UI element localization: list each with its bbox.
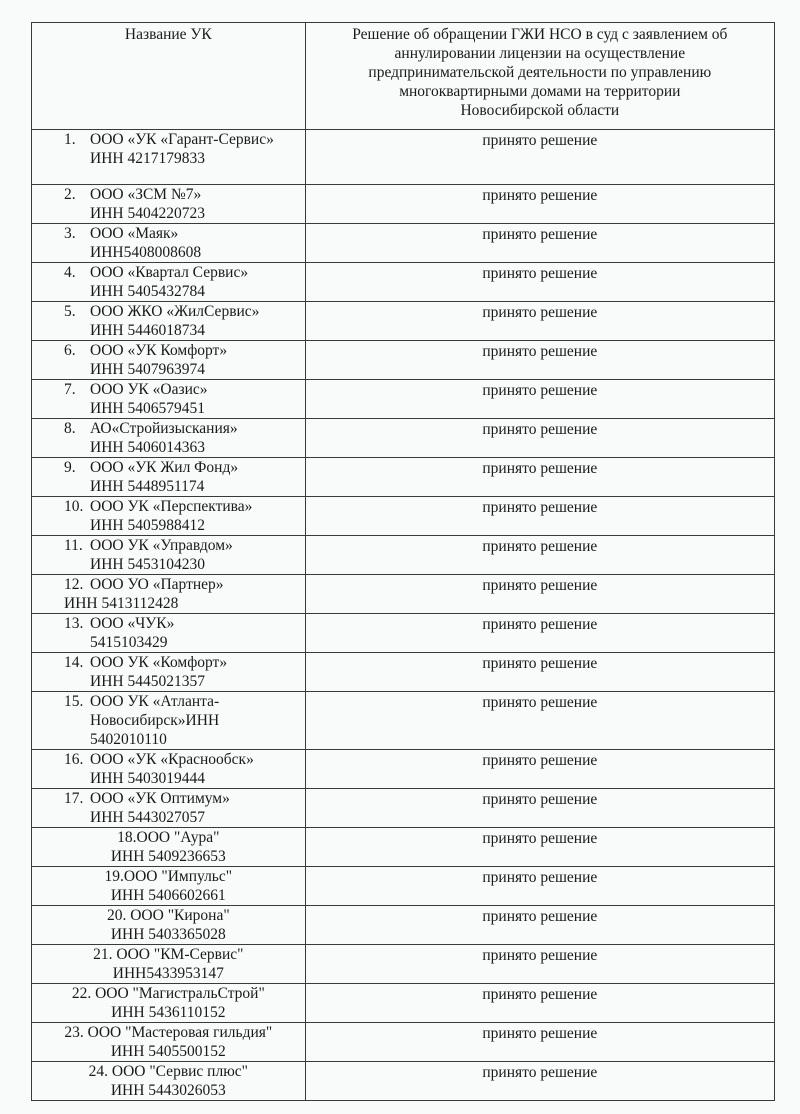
table-row — [32, 419, 775, 458]
table-header-row — [32, 23, 775, 130]
company-name: ООО «УК «Краснообск» — [90, 751, 254, 768]
decision-status: принято решение — [305, 789, 774, 828]
table-row — [32, 458, 775, 497]
table-row — [32, 380, 775, 419]
company-text — [64, 575, 305, 613]
company-inn: ИНН 5405500152 — [110, 1043, 226, 1060]
row-number: 3. — [64, 225, 76, 242]
row-number: 14. — [64, 654, 84, 671]
company-cell — [32, 984, 306, 1023]
row-number: 13. — [64, 615, 84, 632]
company-inn: ИНН5408008608 — [90, 244, 202, 261]
row-number: 10. — [64, 498, 84, 515]
decision-status: принято решение — [305, 224, 774, 263]
company-text — [90, 341, 305, 379]
table-row — [32, 302, 775, 341]
decision-status: принято решение — [305, 750, 774, 789]
company-text — [90, 653, 305, 691]
company-cell — [32, 185, 306, 224]
company-name: 23. ООО "Мастеровая гильдия" — [64, 1024, 273, 1041]
company-text — [90, 224, 305, 262]
company-inn: ИНН5433953147 — [112, 965, 224, 982]
company-entry — [32, 419, 305, 457]
company-entry — [32, 458, 305, 496]
company-name: ООО «Квартал Сервис» — [90, 264, 249, 281]
row-number: 6. — [64, 342, 76, 359]
company-text — [90, 692, 305, 749]
company-entry — [32, 750, 305, 788]
table-row — [32, 536, 775, 575]
company-text — [90, 302, 305, 340]
table-row — [32, 130, 775, 185]
table-row — [32, 653, 775, 692]
header-company-name: Название УК — [32, 23, 306, 130]
company-entry — [32, 575, 305, 613]
decision-status: принято решение — [305, 1023, 774, 1062]
decision-status: принято решение — [305, 302, 774, 341]
company-entry — [32, 692, 305, 749]
company-name: ООО УК «Перспектива» — [90, 498, 253, 515]
table-row — [32, 1023, 775, 1062]
company-cell — [32, 263, 306, 302]
decision-status: принято решение — [305, 1062, 774, 1101]
company-entry — [32, 614, 305, 652]
decision-status: принято решение — [305, 419, 774, 458]
row-number: 8. — [64, 420, 76, 437]
company-entry — [32, 497, 305, 535]
table-row — [32, 341, 775, 380]
company-cell — [32, 750, 306, 789]
decision-status: принято решение — [305, 945, 774, 984]
company-inn: 5415103429 — [90, 634, 168, 651]
decision-status: принято решение — [305, 185, 774, 224]
company-entry — [32, 536, 305, 574]
company-text — [90, 536, 305, 574]
row-number: 2. — [64, 186, 76, 203]
company-entry — [32, 867, 305, 905]
company-inn: ИНН 5413112428 — [64, 595, 179, 612]
header-line: предпринимательской деятельности по управлению — [368, 64, 712, 81]
company-cell — [32, 906, 306, 945]
company-cell — [32, 341, 306, 380]
company-inn: ИНН 5409236653 — [110, 848, 226, 865]
company-cell — [32, 867, 306, 906]
company-name: ООО УК «Оазис» — [90, 381, 208, 398]
decision-status: принято решение — [305, 614, 774, 653]
decision-status: принято решение — [305, 130, 774, 185]
header-line: Решение об обращении ГЖИ НСО в суд с заявлением об — [352, 26, 728, 43]
table-row — [32, 614, 775, 653]
company-name: ООО «ЗСМ №7» — [90, 186, 202, 203]
company-cell — [32, 1023, 306, 1062]
company-name: ООО «УК Комфорт» — [90, 342, 228, 359]
company-name: ООО «Маяк» — [90, 225, 179, 242]
decision-status: принято решение — [305, 263, 774, 302]
company-text — [90, 458, 305, 496]
header-line: многоквартирными домами на территории — [399, 83, 681, 100]
decision-status: принято решение — [305, 867, 774, 906]
header-decision — [305, 23, 774, 130]
table-row — [32, 867, 775, 906]
company-inn: ИНН 5403365028 — [110, 926, 226, 943]
company-inn: ИНН 5406579451 — [90, 400, 205, 417]
company-entry — [32, 906, 305, 944]
company-text — [90, 419, 305, 457]
company-name: 22. ООО "МагистральСтрой" — [71, 985, 265, 1002]
row-number: 11. — [64, 537, 83, 554]
decision-status: принято решение — [305, 536, 774, 575]
company-name: ООО «УК Жил Фонд» — [90, 459, 239, 476]
company-inn: ИНН 4217179833 — [90, 150, 205, 167]
company-text — [90, 185, 305, 223]
company-inn: ИНН 5443027057 — [90, 809, 205, 826]
company-name: 19.ООО "Импульс" — [104, 868, 233, 885]
decision-status: принято решение — [305, 575, 774, 614]
company-inn: ИНН 5446018734 — [90, 322, 205, 339]
company-name: ООО УК «Комфорт» — [90, 654, 228, 671]
header-line: Новосибирской области — [460, 102, 620, 119]
row-number: 16. — [64, 751, 84, 768]
company-inn: ИНН 5406014363 — [90, 439, 205, 456]
decision-status: принято решение — [305, 380, 774, 419]
company-text — [90, 130, 305, 168]
company-name: 20. ООО "Кирона" — [106, 907, 230, 924]
company-inn: ИНН 5436110152 — [111, 1004, 226, 1021]
row-number: 15. — [64, 693, 84, 710]
table-row — [32, 945, 775, 984]
table-row — [32, 750, 775, 789]
company-cell — [32, 536, 306, 575]
uk-license-table — [31, 22, 775, 1101]
company-text — [90, 497, 305, 535]
company-name: ООО УК «Управдом» — [90, 537, 233, 554]
company-cell — [32, 945, 306, 984]
table-row — [32, 263, 775, 302]
company-name: ООО УК «Атланта- — [90, 693, 220, 710]
company-inn: ИНН 5445021357 — [90, 673, 205, 690]
table-row — [32, 185, 775, 224]
row-number: 7. — [64, 381, 76, 398]
company-cell — [32, 419, 306, 458]
company-text — [90, 789, 305, 827]
company-name-cont: Новосибирск»ИНН — [90, 712, 220, 729]
company-text — [90, 380, 305, 418]
company-inn: ИНН 5406602661 — [110, 887, 226, 904]
company-entry — [32, 185, 305, 223]
row-number: 12. — [64, 576, 84, 593]
row-number: 1. — [64, 131, 76, 148]
company-entry — [32, 263, 305, 301]
company-cell — [32, 653, 306, 692]
company-name: 24. ООО "Сервис плюс" — [88, 1063, 248, 1080]
company-inn: ИНН 5443026053 — [110, 1082, 226, 1099]
decision-status: принято решение — [305, 458, 774, 497]
table-row — [32, 224, 775, 263]
company-inn: ИНН 5405432784 — [90, 283, 205, 300]
table-row — [32, 789, 775, 828]
decision-status: принято решение — [305, 692, 774, 750]
company-name: ООО «ЧУК» — [90, 615, 175, 632]
row-number: 17. — [64, 790, 84, 807]
company-cell — [32, 497, 306, 536]
table-row — [32, 984, 775, 1023]
company-entry — [32, 984, 305, 1022]
row-number: 9. — [64, 459, 76, 476]
company-inn: ИНН 5448951174 — [90, 478, 205, 495]
table-row — [32, 828, 775, 867]
header-line: аннулировании лицензии на осуществление — [394, 45, 686, 62]
company-entry — [32, 302, 305, 340]
company-entry — [32, 341, 305, 379]
company-inn: ИНН 5405988412 — [90, 517, 205, 534]
decision-status: принято решение — [305, 497, 774, 536]
company-inn: ИНН 5453104230 — [90, 556, 205, 573]
company-name: ООО «УК Оптимум» — [90, 790, 230, 807]
company-name: 21. ООО "КМ-Сервис" — [93, 946, 244, 963]
table-row — [32, 692, 775, 750]
company-cell — [32, 614, 306, 653]
table-row — [32, 575, 775, 614]
company-cell — [32, 224, 306, 263]
decision-status: принято решение — [305, 653, 774, 692]
company-inn: ИНН 5403019444 — [90, 770, 205, 787]
company-inn: 5402010110 — [90, 731, 167, 748]
company-name: ООО ЖКО «ЖилСервис» — [90, 303, 260, 320]
company-text — [90, 614, 305, 652]
company-inn: ИНН 5407963974 — [90, 361, 205, 378]
company-name: АО«Стройизыскания» — [90, 420, 238, 437]
row-number: 4. — [64, 264, 76, 281]
company-entry — [32, 828, 305, 866]
decision-status: принято решение — [305, 984, 774, 1023]
company-cell — [32, 575, 306, 614]
company-entry — [32, 224, 305, 262]
company-cell — [32, 1062, 306, 1101]
company-name: ООО УО «Партнер» — [90, 576, 224, 593]
company-inn: ИНН 5404220723 — [90, 205, 205, 222]
company-entry — [32, 130, 305, 168]
decision-status: принято решение — [305, 341, 774, 380]
table-row — [32, 497, 775, 536]
company-cell — [32, 302, 306, 341]
company-cell — [32, 458, 306, 497]
table-row — [32, 1062, 775, 1101]
decision-status: принято решение — [305, 906, 774, 945]
company-entry — [32, 945, 305, 983]
company-cell — [32, 130, 306, 185]
table-row — [32, 906, 775, 945]
company-entry — [32, 380, 305, 418]
decision-status: принято решение — [305, 828, 774, 867]
company-cell — [32, 789, 306, 828]
row-number: 5. — [64, 303, 76, 320]
company-entry — [32, 653, 305, 691]
company-text — [90, 750, 305, 788]
company-text — [90, 263, 305, 301]
company-name: 18.ООО "Аура" — [117, 829, 220, 846]
company-cell — [32, 692, 306, 750]
company-cell — [32, 828, 306, 867]
company-entry — [32, 1023, 305, 1061]
company-entry — [32, 1062, 305, 1100]
company-cell — [32, 380, 306, 419]
company-name: ООО «УК «Гарант-Сервис» — [90, 131, 274, 148]
company-entry — [32, 789, 305, 827]
